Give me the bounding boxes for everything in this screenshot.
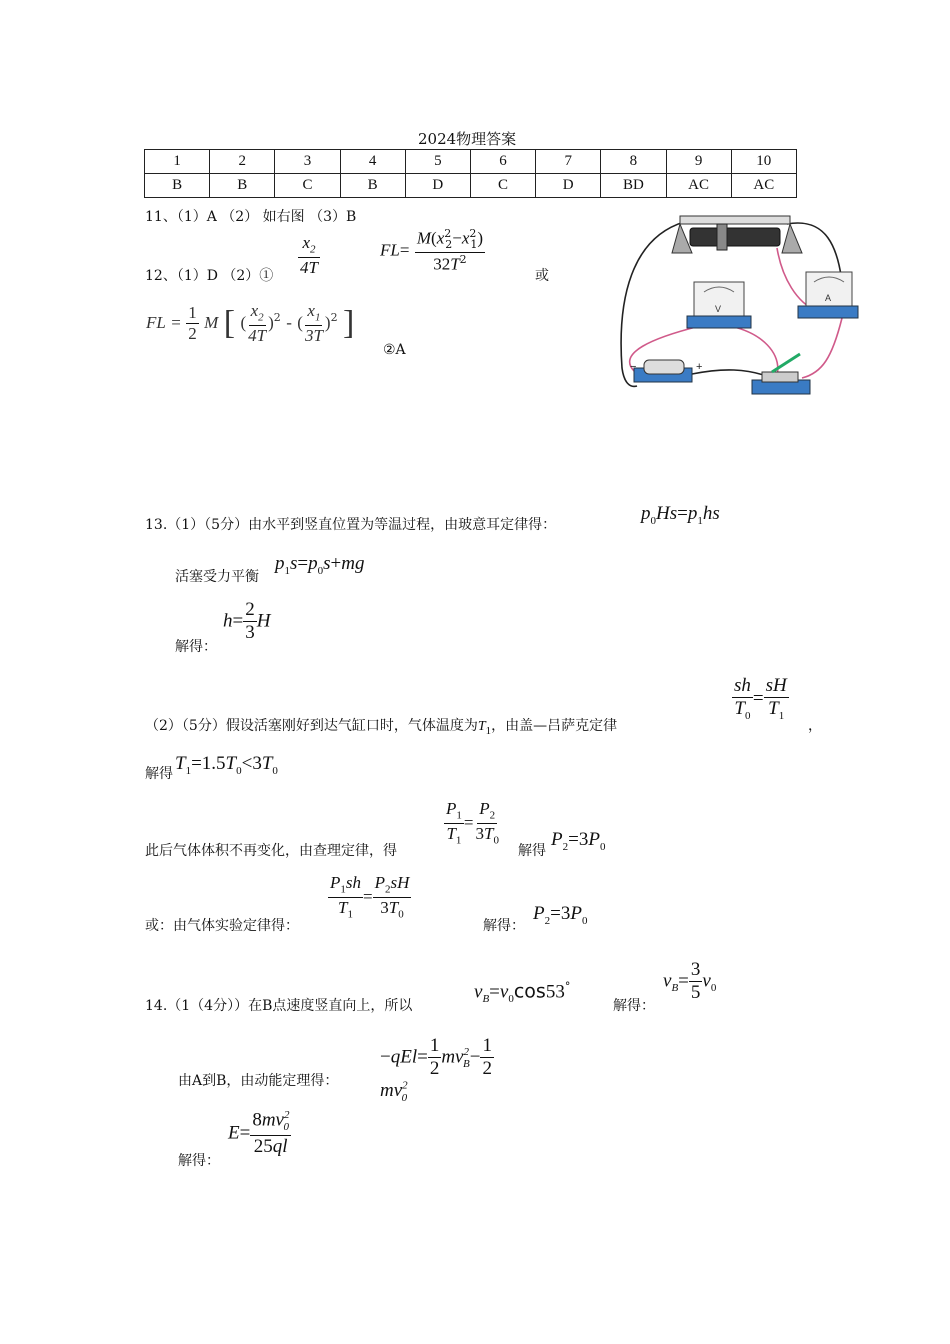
q13-formula-P2-a: $P_2=3P_0$ (551, 829, 606, 853)
table-cell-number: 8 (601, 150, 666, 174)
q14-line3: 解得： (178, 1153, 220, 1169)
table-cell-answer: BD (601, 174, 666, 198)
table-cell-answer: AC (731, 174, 796, 198)
table-cell-answer: D (405, 174, 470, 198)
answer-table (144, 149, 797, 198)
q13-formula-h: h= $\frac{2}{3}$ H (223, 599, 271, 643)
table-cell-answer: AC (666, 174, 731, 198)
q13-line6b: 解得 (518, 843, 546, 859)
table-cell-number: 7 (536, 150, 601, 174)
q14-formula-vB: $v_B=v_0\cos 53^\circ$ (474, 980, 571, 1006)
q13-formula-balance: $p_1s=p_0s+mg$ (275, 553, 365, 577)
q13-line2: 活塞受力平衡 (175, 569, 259, 585)
table-cell-number: 4 (340, 150, 405, 174)
q13-line3: 解得： (175, 639, 217, 655)
wire-pink-3 (730, 326, 778, 376)
q13-formula-gay-lussac: $\frac{sh}{T_0}$ = $\frac{sH}{T_1}$ (734, 675, 787, 722)
q13-line6: 此后气体体积不再变化，由查理定律，得 (145, 843, 397, 859)
table-row-answers (145, 174, 797, 198)
q14-formula-vB-result: $v_B=$ $\frac{3}{5}$ $v_0$ (663, 959, 717, 1003)
table-cell-answer: B (340, 174, 405, 198)
q12-part2: ②A (383, 342, 406, 358)
table-cell-answer: C (275, 174, 340, 198)
voltmeter-label: V (715, 304, 722, 314)
q12-formula-FL: FL= $\frac{M(x^2_2-x^2_1)}{32T^2}$ (380, 227, 484, 274)
table-cell-answer: B (145, 174, 210, 198)
table-row-numbers (145, 150, 797, 174)
q13-line4c: ， (808, 718, 822, 734)
wire-pink-4 (802, 318, 842, 378)
table-cell-number: 6 (470, 150, 535, 174)
q12-formula-FL-alt: FL = $\frac{1}{2}$ M [ ( $\frac{x_2}{4T}$ )$^2$ - ( $\frac{x_1}{3T}$ )$^2$ ] (146, 301, 355, 345)
battery-plus-label: + (696, 361, 703, 373)
q14-line2: 由A到B，由动能定理得： (178, 1073, 339, 1089)
table-cell-answer: C (470, 174, 535, 198)
table-cell-number: 5 (405, 150, 470, 174)
voltmeter (687, 282, 751, 328)
q14-line1: 14.（1（4分））在B点速度竖直向上，所以 (145, 998, 413, 1014)
q14-formula-energy: −qEl= $\frac{1}{2}$ $mv^2_B-$ $\frac{1}{2}$ $mv^2_0$ (380, 1035, 492, 1104)
q13-line5: 解得 (145, 766, 173, 782)
q13-line7: 或：由气体实验定律得： (145, 918, 299, 934)
q13-formula-P2-b: $P_2=3P_0$ (533, 903, 588, 927)
rheostat (672, 216, 802, 253)
table-cell-number: 1 (145, 150, 210, 174)
table-cell-number: 10 (731, 150, 796, 174)
q12-label: 12、（1）D （2）① (145, 268, 274, 284)
wire-black-3 (692, 370, 772, 378)
q13-formula-gas-law: $\frac{P_1sh}{T_1}$ = $\frac{P_2sH}{3T_0}$ (330, 873, 410, 921)
q13-formula-boyle: $p_0Hs=p_1hs$ (641, 503, 720, 527)
table-cell-answer: B (210, 174, 275, 198)
q13-line4b-text: ，由盖—吕萨克定律 (491, 718, 618, 734)
page-title: 2024物理答案 (418, 130, 517, 148)
battery-minus-label: − (630, 361, 637, 373)
q13-line4: （2）（5分）假设活塞刚好到达气缸口时，气体温度为$T_1$，由盖—吕萨克定律 (145, 718, 618, 737)
table-cell-number: 2 (210, 150, 275, 174)
q13-line1: 13.（1）（5分）由水平到竖直位置为等温过程，由玻意耳定律得： (145, 517, 557, 533)
circuit-figure (612, 208, 862, 400)
q12-formula-x2-over-4T: $\frac{x_2}{4T}$ (300, 233, 318, 277)
battery (630, 360, 702, 382)
q12-or: 或 (535, 268, 549, 284)
table-cell-number: 3 (275, 150, 340, 174)
table-cell-number: 9 (666, 150, 731, 174)
q11-answer: 11、（1）A （2） 如右图 （3）B (145, 209, 357, 225)
q13-formula-charles: $\frac{P_1}{T_1}$ = $\frac{P_2}{3T_0}$ (446, 799, 499, 847)
q13-line7b: 解得： (483, 918, 525, 934)
table-cell-answer: D (536, 174, 601, 198)
q13-formula-T1: $T_1=1.5T_0<3T_0$ (175, 753, 278, 777)
q13-line4-text: （2）（5分）假设活塞刚好到达气缸口时，气体温度为 (145, 718, 478, 734)
q14-line1b: 解得： (613, 998, 655, 1014)
ammeter-label: A (825, 293, 832, 303)
q14-formula-E: E= $\frac{8mv^2_0}{25ql}$ (228, 1109, 290, 1157)
ammeter (798, 272, 858, 318)
